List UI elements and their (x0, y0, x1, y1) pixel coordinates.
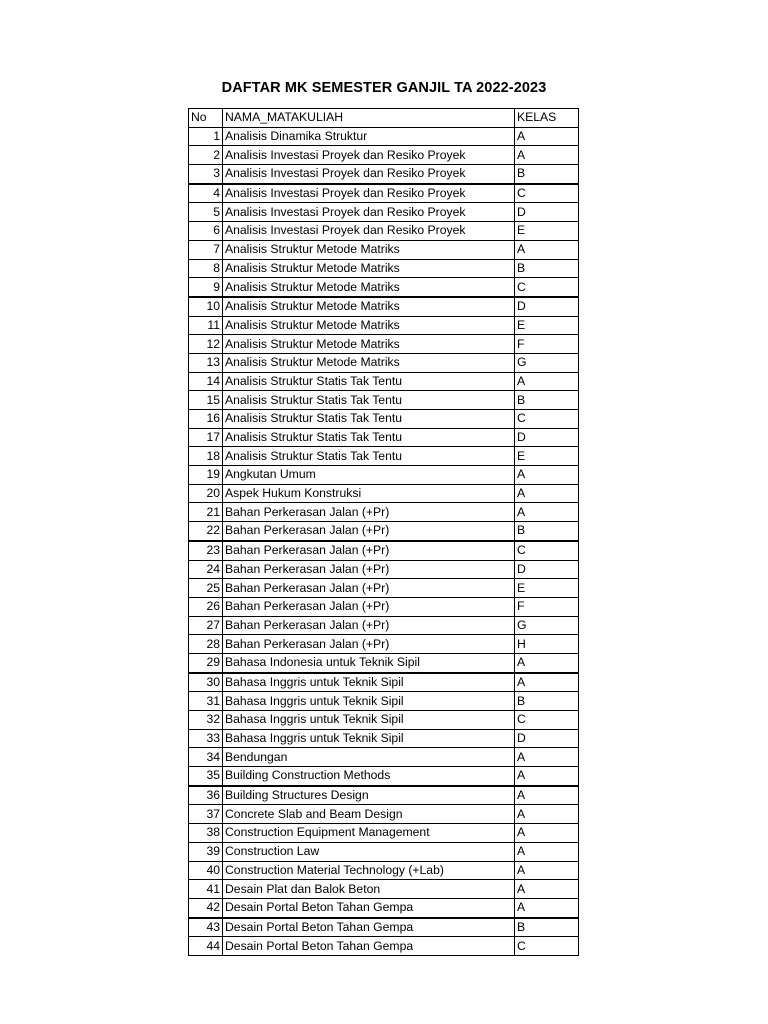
course-name-cell: Bahan Perkerasan Jalan (+Pr) (223, 597, 515, 616)
course-name-cell: Building Construction Methods (223, 767, 515, 786)
course-name-cell: Construction Equipment Management (223, 824, 515, 843)
class-cell: C (515, 410, 579, 429)
table-row (189, 786, 579, 805)
course-name-cell: Desain Portal Beton Tahan Gempa (223, 937, 515, 956)
row-number-cell: 25 (189, 579, 223, 598)
class-cell: A (515, 842, 579, 861)
table-row (189, 503, 579, 522)
table-row (189, 937, 579, 956)
class-cell: A (515, 653, 579, 672)
class-cell: A (515, 484, 579, 503)
row-number-cell: 6 (189, 222, 223, 241)
class-cell: A (515, 880, 579, 899)
course-name-cell: Bahasa Inggris untuk Teknik Sipil (223, 711, 515, 730)
row-number-cell: 16 (189, 410, 223, 429)
class-cell: E (515, 316, 579, 335)
course-name-cell: Bahasa Inggris untuk Teknik Sipil (223, 729, 515, 748)
row-number-cell: 23 (189, 541, 223, 560)
course-name-cell: Analisis Investasi Proyek dan Resiko Proyek (223, 146, 515, 165)
class-cell: D (515, 297, 579, 316)
class-cell: A (515, 372, 579, 391)
course-name-cell: Analisis Investasi Proyek dan Resiko Proyek (223, 184, 515, 203)
course-name-cell: Bahan Perkerasan Jalan (+Pr) (223, 560, 515, 579)
table-row (189, 391, 579, 410)
course-name-cell: Bahan Perkerasan Jalan (+Pr) (223, 616, 515, 635)
row-number-cell: 7 (189, 240, 223, 259)
course-name-cell: Desain Plat dan Balok Beton (223, 880, 515, 899)
class-cell: A (515, 127, 579, 146)
course-name-cell: Analisis Struktur Metode Matriks (223, 353, 515, 372)
row-number-cell: 15 (189, 391, 223, 410)
row-number-cell: 24 (189, 560, 223, 579)
row-number-cell: 20 (189, 484, 223, 503)
class-cell: E (515, 447, 579, 466)
class-cell: B (515, 391, 579, 410)
row-number-cell: 22 (189, 522, 223, 541)
table-row (189, 316, 579, 335)
course-name-cell: Analisis Struktur Metode Matriks (223, 240, 515, 259)
row-number-cell: 35 (189, 767, 223, 786)
class-cell: D (515, 560, 579, 579)
class-cell: F (515, 597, 579, 616)
row-number-cell: 32 (189, 711, 223, 730)
class-cell: C (515, 711, 579, 730)
course-name-cell: Bahan Perkerasan Jalan (+Pr) (223, 541, 515, 560)
row-number-cell: 43 (189, 918, 223, 937)
course-name-cell: Bahasa Indonesia untuk Teknik Sipil (223, 653, 515, 672)
class-cell: C (515, 184, 579, 203)
course-name-cell: Analisis Struktur Metode Matriks (223, 335, 515, 354)
table-row (189, 353, 579, 372)
class-cell: B (515, 522, 579, 541)
row-number-cell: 11 (189, 316, 223, 335)
row-number-cell: 8 (189, 259, 223, 278)
table-row (189, 165, 579, 184)
class-cell: E (515, 222, 579, 241)
table-row (189, 372, 579, 391)
class-cell: A (515, 805, 579, 824)
class-cell: A (515, 824, 579, 843)
row-number-cell: 4 (189, 184, 223, 203)
table-row (189, 203, 579, 222)
table-row (189, 805, 579, 824)
class-cell: B (515, 918, 579, 937)
row-number-cell: 33 (189, 729, 223, 748)
course-name-cell: Analisis Struktur Metode Matriks (223, 297, 515, 316)
course-name-cell: Desain Portal Beton Tahan Gempa (223, 918, 515, 937)
row-number-cell: 39 (189, 842, 223, 861)
course-name-cell: Concrete Slab and Beam Design (223, 805, 515, 824)
row-number-cell: 31 (189, 692, 223, 711)
row-number-cell: 10 (189, 297, 223, 316)
class-cell: D (515, 203, 579, 222)
table-row (189, 297, 579, 316)
row-number-cell: 19 (189, 466, 223, 485)
table-row (189, 653, 579, 672)
course-name-cell: Construction Material Technology (+Lab) (223, 861, 515, 880)
table-row (189, 447, 579, 466)
document-title: DAFTAR MK SEMESTER GANJIL TA 2022-2023 (221, 80, 547, 96)
class-cell: A (515, 748, 579, 767)
course-name-cell: Bahan Perkerasan Jalan (+Pr) (223, 579, 515, 598)
table-row (189, 673, 579, 692)
row-number-cell: 29 (189, 653, 223, 672)
course-name-cell: Bahan Perkerasan Jalan (+Pr) (223, 503, 515, 522)
course-name-cell: Analisis Struktur Metode Matriks (223, 259, 515, 278)
table-row (189, 240, 579, 259)
class-cell: A (515, 503, 579, 522)
row-number-cell: 14 (189, 372, 223, 391)
row-number-cell: 34 (189, 748, 223, 767)
class-cell: B (515, 165, 579, 184)
table-row (189, 184, 579, 203)
class-cell: G (515, 616, 579, 635)
class-cell: B (515, 692, 579, 711)
table-row (189, 410, 579, 429)
table-row (189, 597, 579, 616)
course-name-cell: Building Structures Design (223, 786, 515, 805)
table-row (189, 898, 579, 917)
row-number-cell: 30 (189, 673, 223, 692)
course-name-cell: Analisis Dinamika Struktur (223, 127, 515, 146)
class-cell: A (515, 673, 579, 692)
course-name-cell: Analisis Struktur Statis Tak Tentu (223, 410, 515, 429)
course-name-cell: Bahan Perkerasan Jalan (+Pr) (223, 522, 515, 541)
class-cell: A (515, 767, 579, 786)
course-name-cell: Analisis Struktur Statis Tak Tentu (223, 428, 515, 447)
class-cell: B (515, 259, 579, 278)
table-row (189, 692, 579, 711)
row-number-cell: 26 (189, 597, 223, 616)
class-cell: A (515, 786, 579, 805)
course-name-cell: Bahan Perkerasan Jalan (+Pr) (223, 635, 515, 654)
table-row (189, 616, 579, 635)
course-name-cell: Analisis Struktur Metode Matriks (223, 316, 515, 335)
course-name-cell: Construction Law (223, 842, 515, 861)
course-table (188, 108, 579, 956)
course-name-cell: Bahasa Inggris untuk Teknik Sipil (223, 673, 515, 692)
course-name-cell: Analisis Struktur Statis Tak Tentu (223, 372, 515, 391)
course-name-cell: Angkutan Umum (223, 466, 515, 485)
row-number-cell: 9 (189, 278, 223, 297)
class-cell: A (515, 861, 579, 880)
table-row (189, 711, 579, 730)
row-number-cell: 17 (189, 428, 223, 447)
table-row (189, 729, 579, 748)
class-cell: C (515, 278, 579, 297)
class-cell: A (515, 240, 579, 259)
table-row (189, 259, 579, 278)
table-row (189, 842, 579, 861)
table-row (189, 748, 579, 767)
course-name-cell: Analisis Investasi Proyek dan Resiko Proyek (223, 165, 515, 184)
row-number-cell: 36 (189, 786, 223, 805)
table-row (189, 861, 579, 880)
course-name-cell: Bahasa Inggris untuk Teknik Sipil (223, 692, 515, 711)
row-number-cell: 21 (189, 503, 223, 522)
table-row (189, 222, 579, 241)
course-name-cell: Analisis Investasi Proyek dan Resiko Proyek (223, 203, 515, 222)
header-kelas: KELAS (515, 109, 579, 128)
table-row (189, 635, 579, 654)
course-name-cell: Analisis Struktur Metode Matriks (223, 278, 515, 297)
class-cell: E (515, 579, 579, 598)
class-cell: A (515, 898, 579, 917)
row-number-cell: 37 (189, 805, 223, 824)
class-cell: C (515, 937, 579, 956)
course-name-cell: Analisis Investasi Proyek dan Resiko Proyek (223, 222, 515, 241)
row-number-cell: 1 (189, 127, 223, 146)
row-number-cell: 44 (189, 937, 223, 956)
table-row (189, 335, 579, 354)
table-row (189, 824, 579, 843)
table-row (189, 146, 579, 165)
table-row (189, 579, 579, 598)
row-number-cell: 18 (189, 447, 223, 466)
row-number-cell: 27 (189, 616, 223, 635)
class-cell: A (515, 466, 579, 485)
row-number-cell: 3 (189, 165, 223, 184)
course-name-cell: Desain Portal Beton Tahan Gempa (223, 898, 515, 917)
row-number-cell: 28 (189, 635, 223, 654)
table-row (189, 880, 579, 899)
table-row (189, 466, 579, 485)
header-no: No (189, 109, 223, 128)
class-cell: D (515, 729, 579, 748)
class-cell: F (515, 335, 579, 354)
row-number-cell: 2 (189, 146, 223, 165)
course-name-cell: Aspek Hukum Konstruksi (223, 484, 515, 503)
class-cell: G (515, 353, 579, 372)
course-name-cell: Analisis Struktur Statis Tak Tentu (223, 391, 515, 410)
table-row (189, 541, 579, 560)
class-cell: D (515, 428, 579, 447)
table-row (189, 484, 579, 503)
row-number-cell: 42 (189, 898, 223, 917)
row-number-cell: 13 (189, 353, 223, 372)
table-header-row (189, 109, 579, 128)
course-name-cell: Bendungan (223, 748, 515, 767)
class-cell: C (515, 541, 579, 560)
header-nama-matakuliah: NAMA_MATAKULIAH (223, 109, 515, 128)
table-row (189, 918, 579, 937)
table-row (189, 428, 579, 447)
course-name-cell: Analisis Struktur Statis Tak Tentu (223, 447, 515, 466)
table-row (189, 560, 579, 579)
table-row (189, 522, 579, 541)
row-number-cell: 40 (189, 861, 223, 880)
row-number-cell: 38 (189, 824, 223, 843)
row-number-cell: 5 (189, 203, 223, 222)
row-number-cell: 12 (189, 335, 223, 354)
table-row (189, 278, 579, 297)
row-number-cell: 41 (189, 880, 223, 899)
table-row (189, 127, 579, 146)
class-cell: A (515, 146, 579, 165)
class-cell: H (515, 635, 579, 654)
table-row (189, 767, 579, 786)
